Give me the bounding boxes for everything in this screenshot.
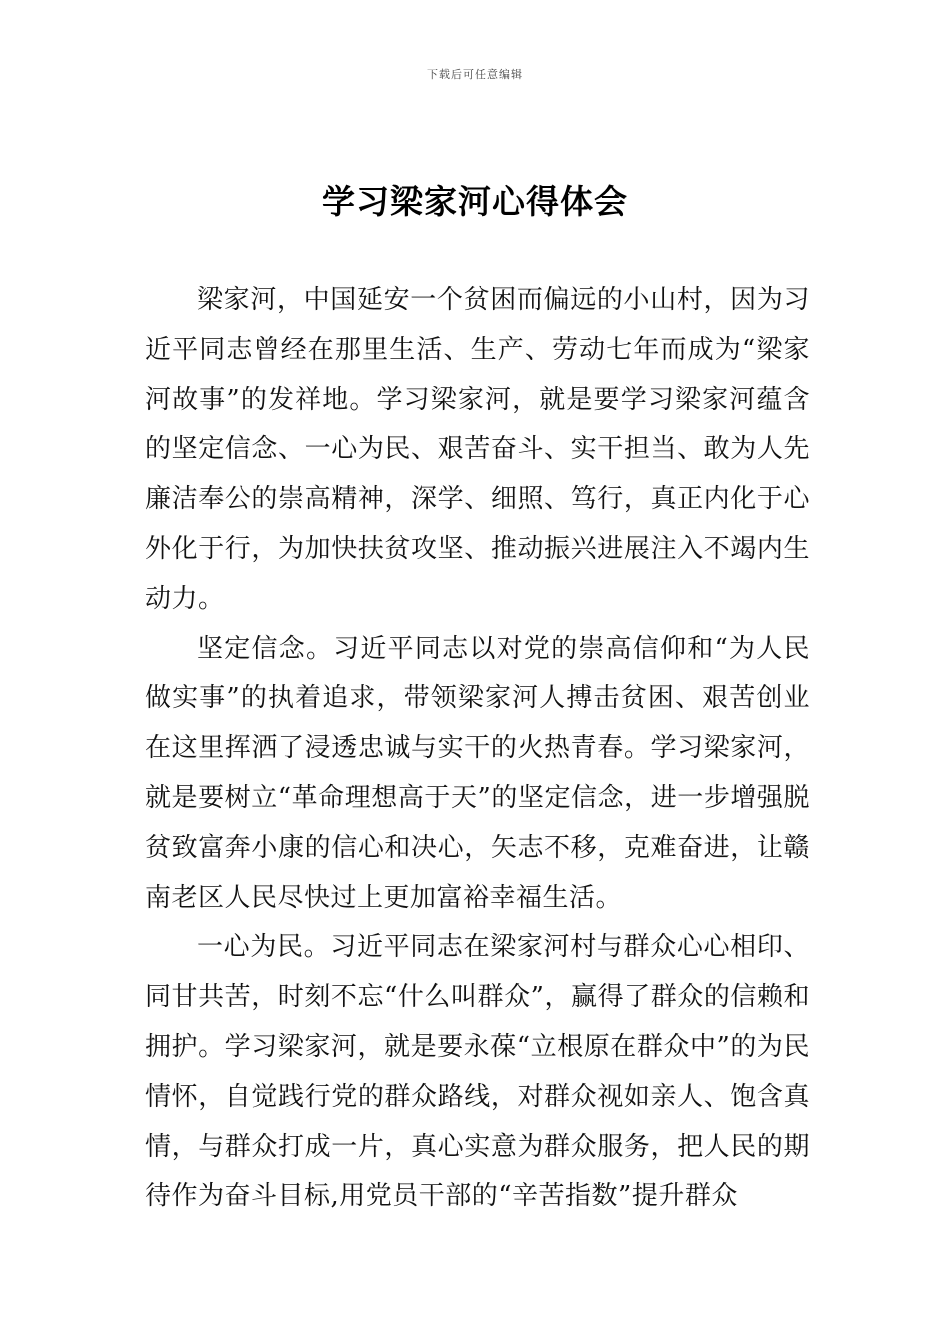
paragraph-serve-people: 一心为民。习近平同志在梁家河村与群众心心相印、同甘共苦，时刻不忘“什么叫群众”，赢得了群众的信赖和拥护。学习梁家河，就是要永葆“立根原在群众中”的为民情怀，自觉践行党的群众路线，对群众视如亲人、饱含真情，与群众打成一片，真心实意为群众服务，把人民的期待作为奋斗目标,用党员干部的“辛苦指数”提升群众 [145, 932, 810, 1212]
document-body [145, 276, 810, 1222]
document-title: 学习梁家河心得体会 [322, 182, 628, 221]
paragraph-firm-belief: 坚定信念。习近平同志以对党的崇高信仰和“为人民做实事”的执着追求，带领梁家河人搏击贫困、艰苦创业在这里挥洒了浸透忠诚与实干的火热青春。学习梁家河，就是要树立“革命理想高于天”的坚定信念，进一步增强脱贫致富奔小康的信心和决心，矢志不移，克难奋进，让赣南老区人民尽快过上更加富裕幸福生活。 [145, 633, 810, 913]
paragraph-intro: 梁家河，中国延安一个贫困而偏远的小山村，因为习近平同志曾经在那里生活、生产、劳动七年而成为“梁家河故事”的发祥地。学习梁家河，就是要学习梁家河蕴含的坚定信念、一心为民、艰苦奋斗、实干担当、敢为人先廉洁奉公的崇高精神，深学、细照、笃行，真正内化于心外化于行，为加快扶贫攻坚、推动振兴进展注入不竭内生动力。 [145, 285, 810, 614]
header-note: 下载后可任意编辑 [427, 68, 523, 81]
